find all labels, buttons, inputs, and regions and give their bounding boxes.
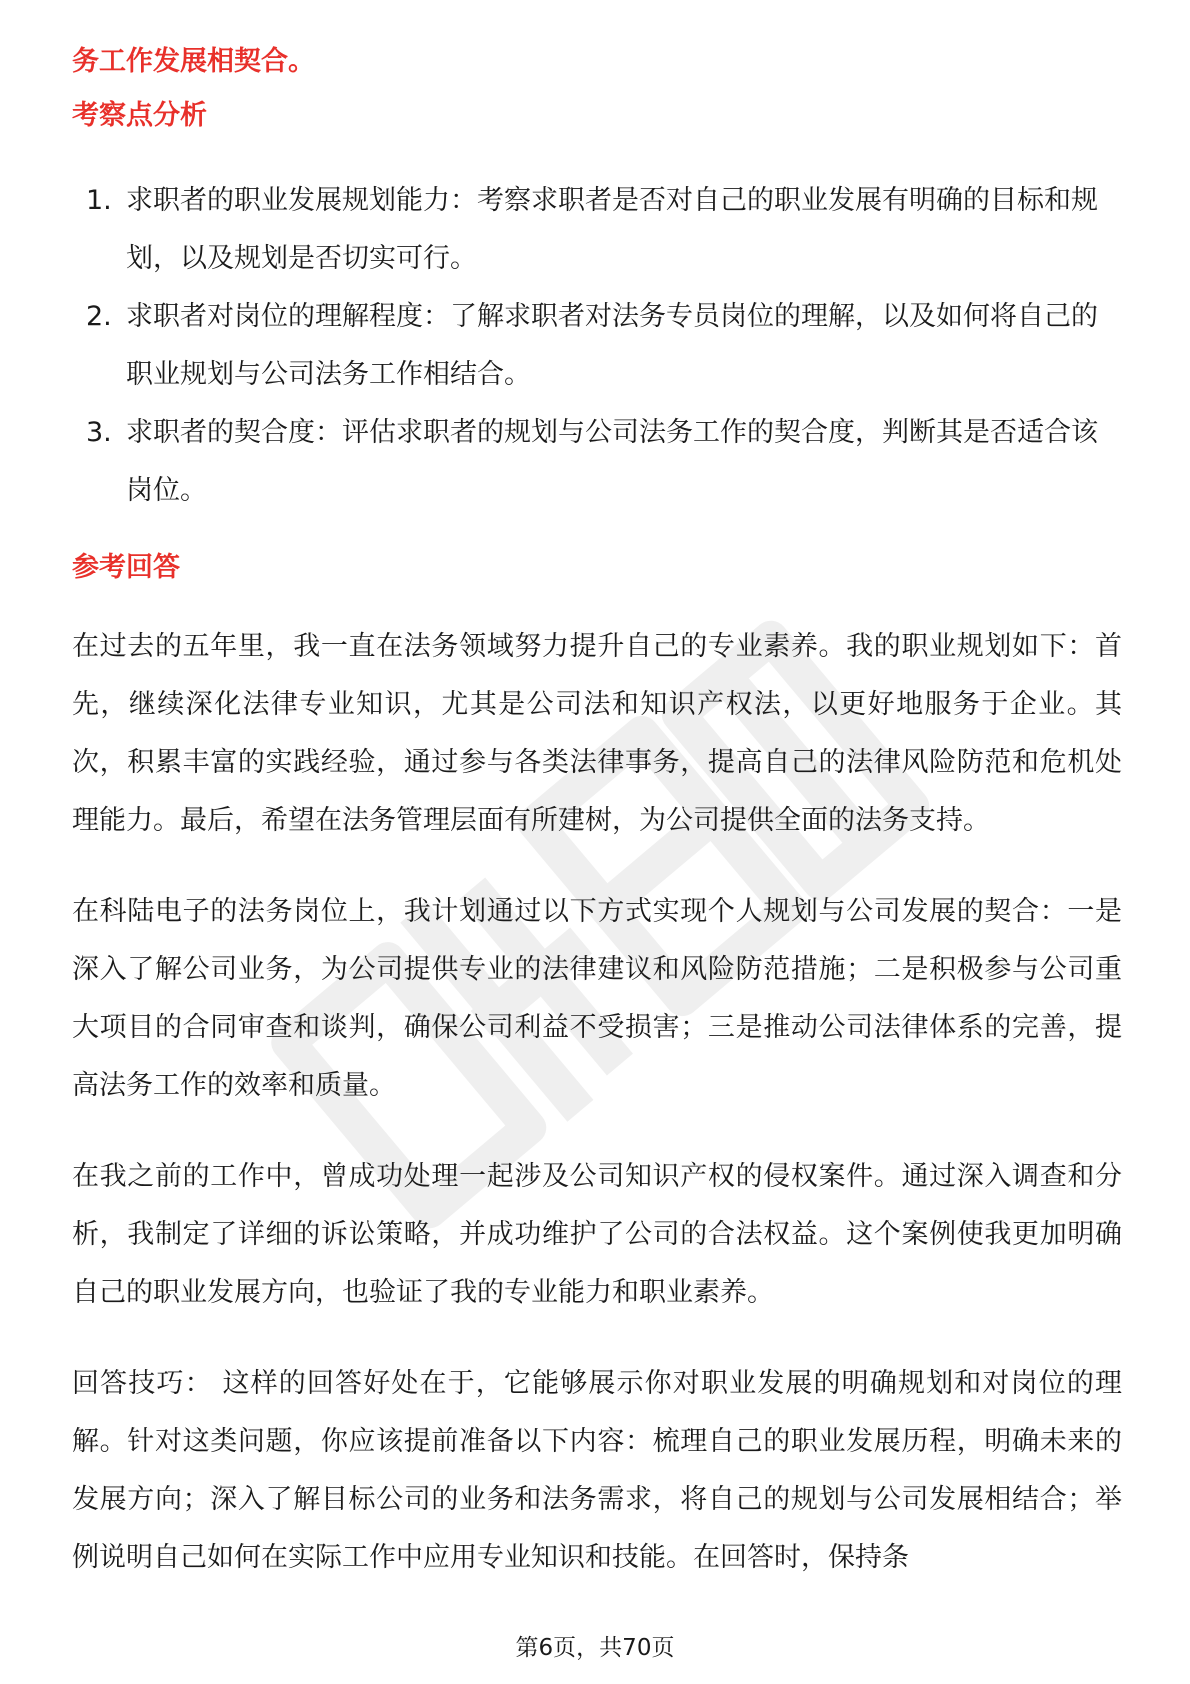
paragraph-answer-tips: 回答技巧： 这样的回答好处在于，它能够展示你对职业发展的明确规划和对岗位的理解。针对这类问题，你应该提前准备以下内容：梳理自己的职业发展历程，明确未来的发展方向；深入了解目标公司的业务和法务需求，将自己的规划与公司发展相结合；举例说明自己如何在实际工作中应用专业知识和技能。在回答时，保持条	[72, 1368, 1122, 1573]
list-item	[72, 404, 1122, 520]
paragraph-career-plan: 在过去的五年里，我一直在法务领域努力提升自己的专业素养。我的职业规划如下：首先，继续深化法律专业知识，尤其是公司法和知识产权法，以更好地服务于企业。其次，积累丰富的实践经验，通过参与各类法律事务，提高自己的法律风险防范和危机处理能力。最后，希望在法务管理层面有所建树，为公司提供全面的法务支持。	[72, 631, 1122, 836]
paragraph-case-example: 在我之前的工作中，曾成功处理一起涉及公司知识产权的侵权案件。通过深入调查和分析，我制定了详细的诉讼策略，并成功维护了公司的合法权益。这个案例使我更加明确自己的职业发展方向，也验证了我的专业能力和职业素养。	[72, 1161, 1122, 1308]
list-item	[72, 288, 1122, 404]
page-content	[72, 42, 1122, 1620]
list-item-text: 求职者对岗位的理解程度：了解求职者对法务专员岗位的理解，以及如何将自己的职业规划与公司法务工作相结合。	[126, 301, 1098, 390]
list-item-number: 2.	[86, 301, 112, 332]
list-item-number: 3.	[86, 417, 112, 448]
list-item-text: 求职者的契合度：评估求职者的规划与公司法务工作的契合度，判断其是否适合该岗位。	[126, 417, 1098, 506]
analysis-heading: 考察点分析	[72, 100, 207, 131]
reference-heading: 参考回答	[72, 552, 180, 583]
continued-heading-line: 务工作发展相契合。	[72, 46, 315, 77]
list-item	[72, 172, 1122, 288]
page-number: 第6页，共70页	[515, 1635, 675, 1661]
list-item-text: 求职者的职业发展规划能力：考察求职者是否对自己的职业发展有明确的目标和规划，以及规划是否切实可行。	[126, 185, 1098, 274]
analysis-list	[72, 172, 1122, 520]
paragraph-company-fit: 在科陆电子的法务岗位上，我计划通过以下方式实现个人规划与公司发展的契合：一是深入了解公司业务，为公司提供专业的法律建议和风险防范措施；二是积极参与公司重大项目的合同审查和谈判，确保公司利益不受损害；三是推动公司法律体系的完善，提高法务工作的效率和质量。	[72, 896, 1122, 1101]
list-item-number: 1.	[86, 185, 112, 216]
